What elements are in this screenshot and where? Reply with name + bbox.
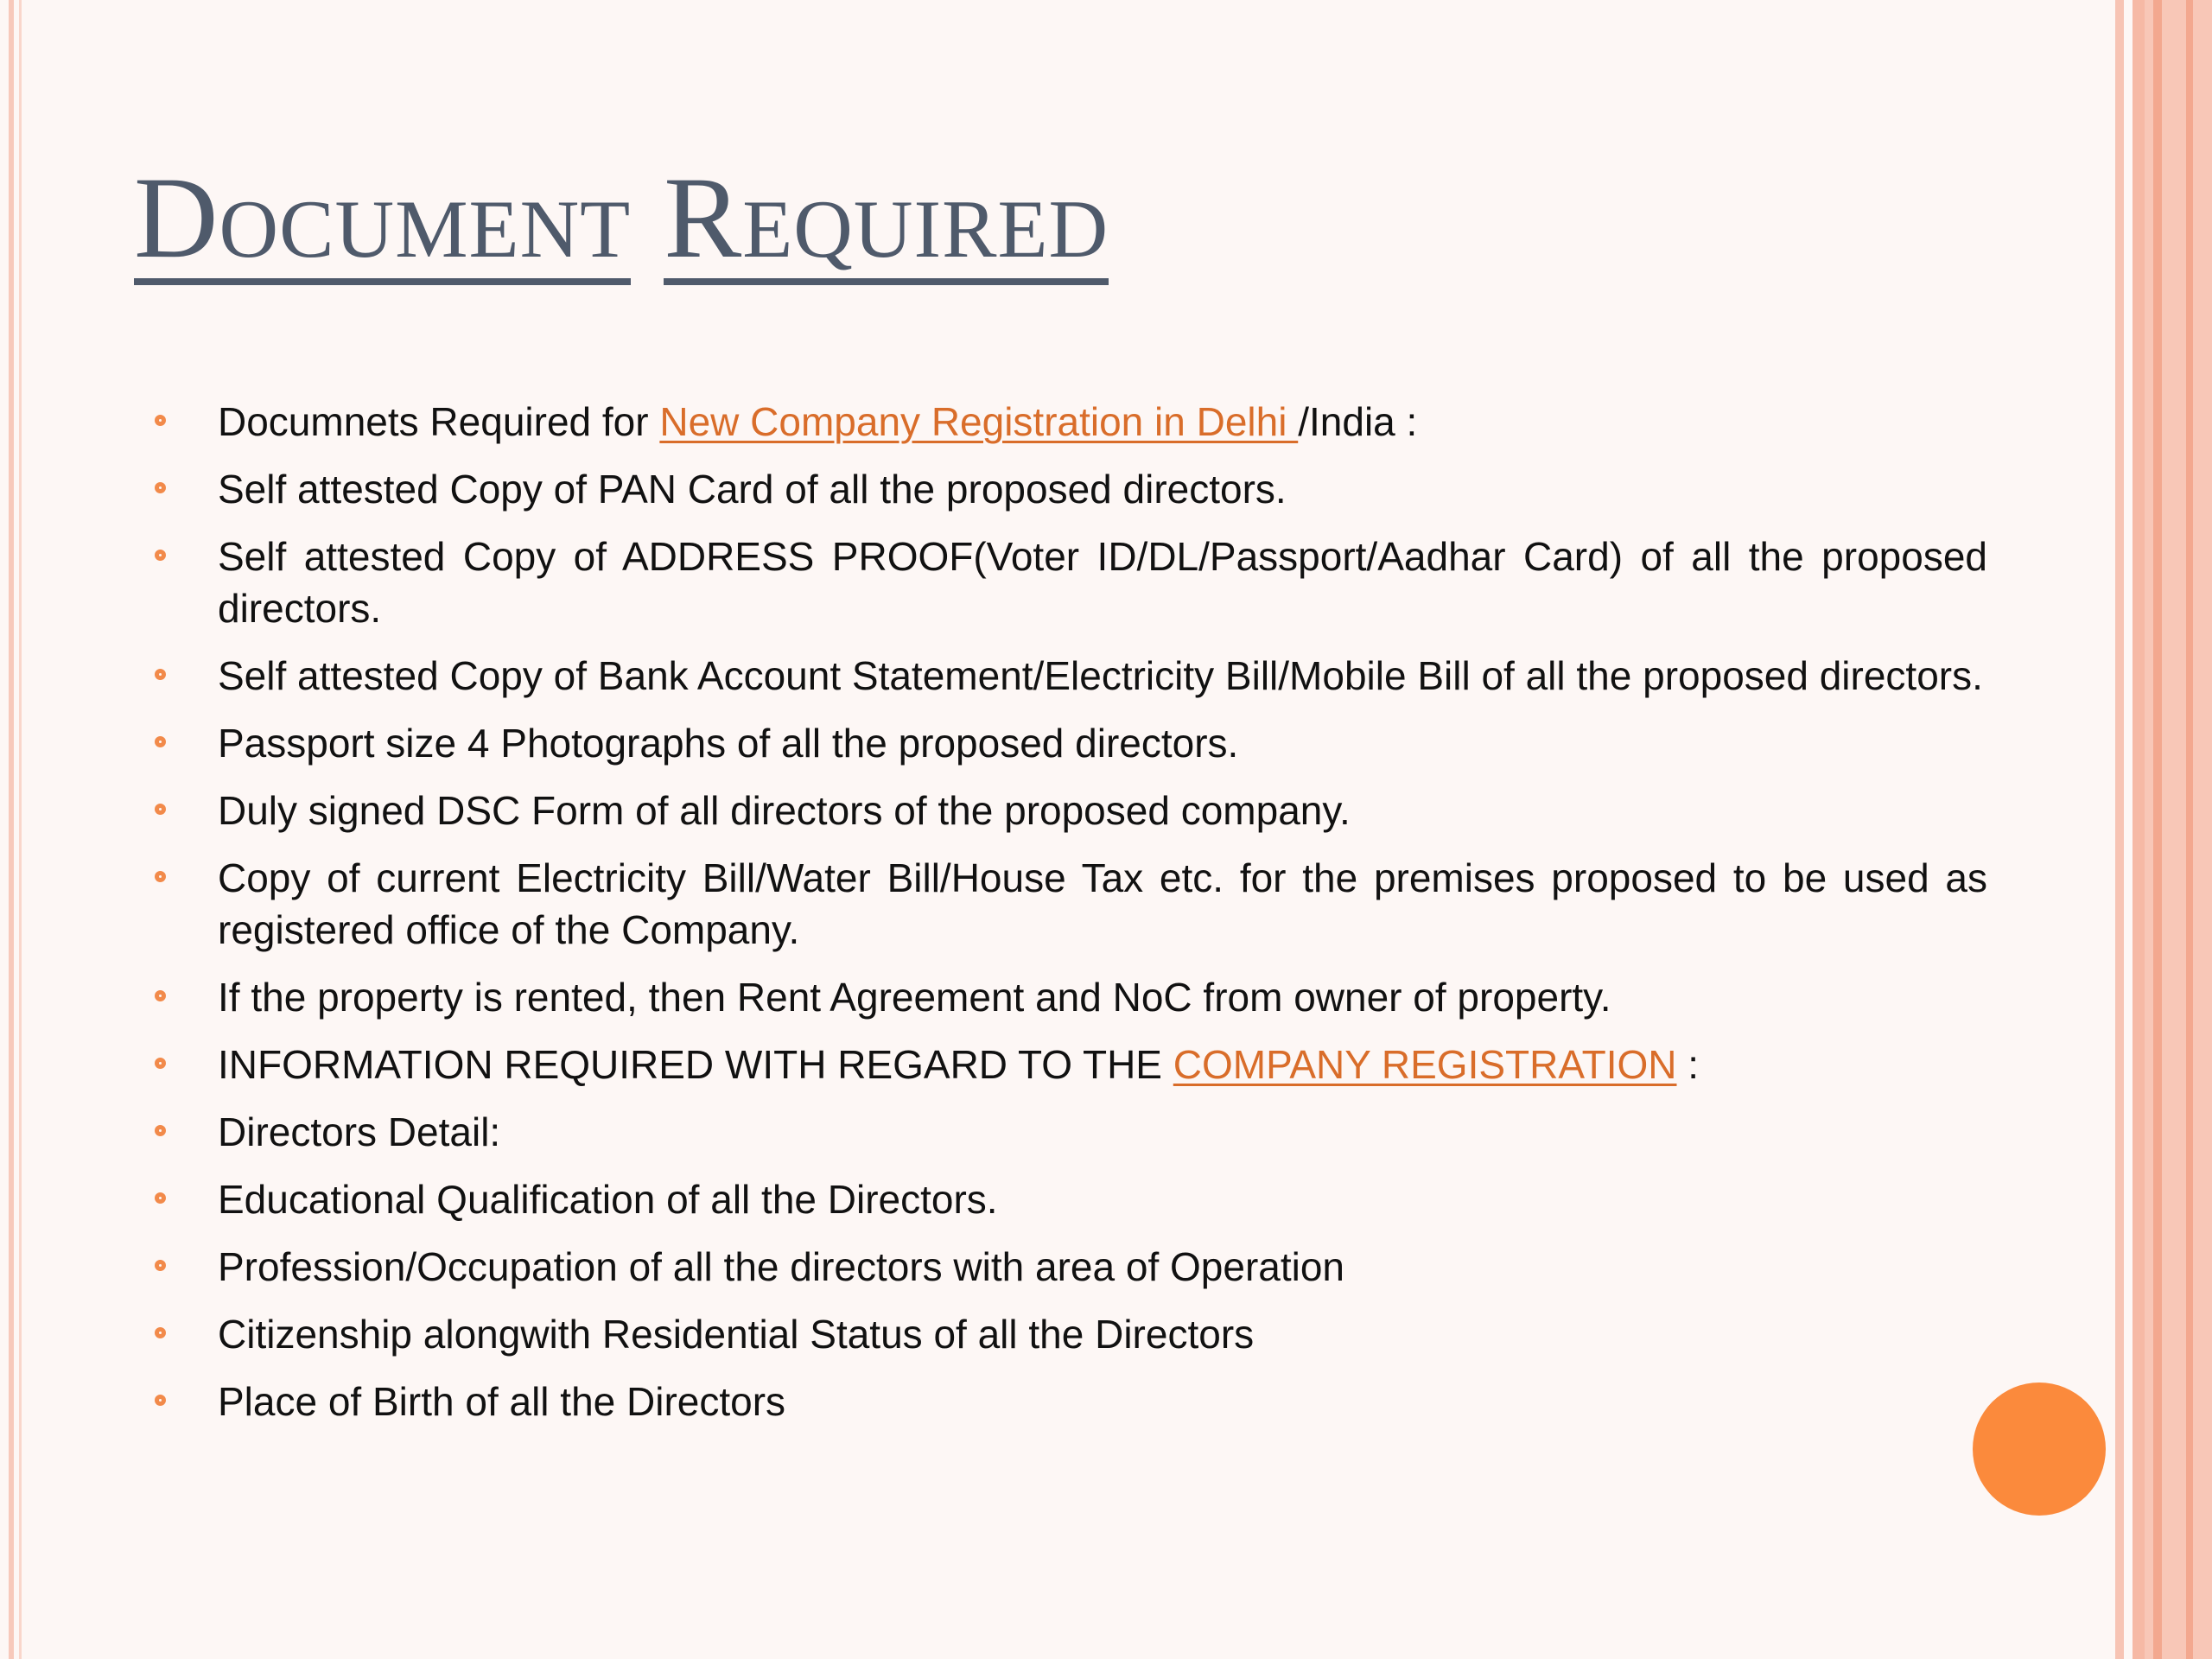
new-company-registration-link[interactable]: New Company Registration in Delhi (659, 399, 1299, 444)
title-word-document: Document (134, 160, 631, 285)
slide-border-right-stripe-3 (2153, 0, 2162, 1659)
list-item-text: Self attested Copy of PAN Card of all the proposed directors. (218, 467, 1287, 512)
bullet-icon (155, 1125, 166, 1136)
list-item (151, 852, 1987, 956)
bullet-icon (155, 990, 166, 1001)
list-item (151, 396, 1987, 448)
bullet-icon (155, 804, 166, 815)
bullet-icon (155, 482, 166, 493)
bullet-icon (155, 550, 166, 561)
slide-title (134, 154, 1109, 285)
list-item-text: Educational Qualification of all the Directors. (218, 1177, 998, 1222)
slide-border-left-inner (19, 0, 22, 1659)
list-item (151, 463, 1987, 515)
list-item (151, 1376, 1987, 1427)
list-item-text: Self attested Copy of ADDRESS PROOF(Voter ID/DL/Passport/Aadhar Card) of all the proposed directors. (218, 534, 1987, 631)
list-item (151, 1241, 1987, 1293)
list-item-text: Documnets Required for (218, 399, 660, 444)
slide-border-right-stripe-2 (2133, 0, 2145, 1659)
bullet-icon (155, 415, 166, 426)
list-item-text: Directors Detail: (218, 1109, 501, 1154)
slide-border-right-stripe-4 (2186, 0, 2193, 1659)
bullet-icon (155, 1192, 166, 1204)
bullet-icon (155, 1395, 166, 1406)
list-item-text: If the property is rented, then Rent Agreement and NoC from owner of property. (218, 975, 1611, 1020)
list-item (151, 1308, 1987, 1360)
bullet-icon (155, 1058, 166, 1069)
list-item-text: INFORMATION REQUIRED WITH REGARD TO THE (218, 1042, 1173, 1087)
list-item (151, 1106, 1987, 1158)
list-item (151, 971, 1987, 1023)
bullet-icon (155, 871, 166, 882)
bullet-icon (155, 669, 166, 680)
company-registration-link[interactable]: COMPANY REGISTRATION (1173, 1042, 1677, 1087)
title-word-required: Required (664, 160, 1109, 285)
list-item (151, 717, 1987, 769)
list-item-text: Self attested Copy of Bank Account Statement/Electricity Bill/Mobile Bill of all the proposed directors. (218, 653, 1983, 698)
requirements-list (151, 396, 1987, 1443)
list-item (151, 531, 1987, 634)
slide-border-left (9, 0, 14, 1659)
list-item-text: /India : (1298, 399, 1418, 444)
list-item-text: Citizenship alongwith Residential Status of all the Directors (218, 1312, 1255, 1357)
slide-border-right-stripe (2115, 0, 2124, 1659)
list-item-text: Passport size 4 Photographs of all the proposed directors. (218, 721, 1239, 766)
decorative-orange-circle (1973, 1382, 2106, 1516)
list-item-text: Place of Birth of all the Directors (218, 1379, 786, 1424)
bullet-icon (155, 736, 166, 747)
list-item-text: : (1676, 1042, 1700, 1087)
list-item-text: Copy of current Electricity Bill/Water Bill/House Tax etc. for the premises proposed to be used as registered office of the Company. (218, 855, 1987, 952)
list-item (151, 785, 1987, 836)
list-item-text: Duly signed DSC Form of all directors of the proposed company. (218, 788, 1351, 833)
bullet-icon (155, 1327, 166, 1338)
list-item (151, 650, 1987, 702)
list-item (151, 1173, 1987, 1225)
list-item-text: Profession/Occupation of all the directors with area of Operation (218, 1244, 1345, 1289)
bullet-icon (155, 1260, 166, 1271)
list-item (151, 1039, 1987, 1090)
